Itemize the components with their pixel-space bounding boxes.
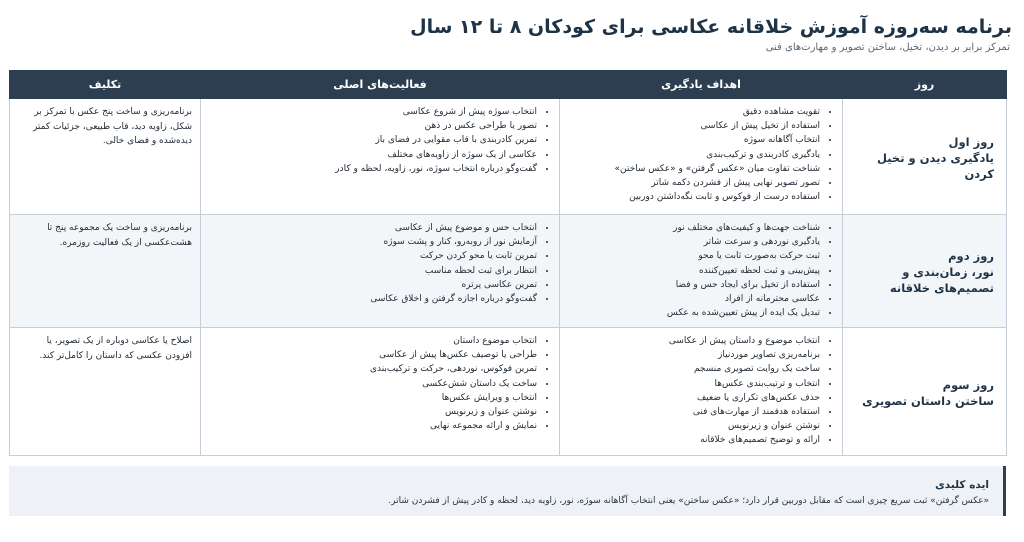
list-item: • عکاسی از یک سوژه از زاویه‌های مختلف	[209, 148, 537, 162]
table-header-row	[10, 71, 1007, 99]
activities-cell	[201, 99, 560, 215]
key-idea-box	[9, 466, 1006, 516]
list-item: • تصور یا طراحی عکس در ذهن	[209, 119, 537, 133]
goals-list	[568, 221, 834, 320]
day-cell	[843, 215, 1007, 328]
list-item: • انتخاب آگاهانه سوژه	[568, 133, 820, 147]
day-theme: نور، زمان‌بندی و تصمیم‌های خلاقانه	[889, 265, 994, 295]
homework-text: برنامه‌ریزی و ساخت یک مجموعه پنج تا هشت‌عکسی از یک فعالیت روزمره.	[47, 223, 192, 248]
list-item: • نوشتن عنوان و زیرنویس	[568, 419, 820, 433]
header-day: روز	[843, 71, 1007, 99]
goals-cell	[560, 328, 843, 456]
list-item: • برنامه‌ریزی تصاویر موردنیاز	[568, 348, 820, 362]
day-cell	[843, 328, 1007, 456]
list-item: • حذف عکس‌های تکراری یا ضعیف	[568, 391, 820, 405]
day-number: روز دوم	[948, 249, 994, 263]
activities-list	[209, 105, 551, 176]
homework-text: اصلاح یا عکاسی دوباره از یک تصویر، یا افزودن عکسی که داستان را کامل‌تر کند.	[39, 336, 192, 361]
list-item: • انتخاب موضوع داستان	[209, 334, 537, 348]
homework-text: برنامه‌ریزی و ساخت پنج عکس با تمرکز بر شکل، زاویه دید، قاب طبیعی، جزئیات کمتر دیده‌شده و فضای خالی.	[32, 107, 192, 146]
list-item: • تمرین کادربندی با قاب مقوایی در فضای باز	[209, 133, 537, 147]
list-item: • نوشتن عنوان و زیرنویس	[209, 405, 537, 419]
list-item: • انتظار برای ثبت لحظه مناسب	[209, 264, 537, 278]
day-theme: یادگیری دیدن و تخیل کردن	[876, 150, 994, 181]
list-item: • شناخت جهت‌ها و کیفیت‌های مختلف نور	[568, 221, 820, 235]
activities-cell	[201, 328, 560, 456]
list-item: • طراحی یا توصیف عکس‌ها پیش از عکاسی	[209, 348, 537, 362]
list-item: • شناخت تفاوت میان «عکس گرفتن» و «عکس ساختن»	[568, 162, 820, 176]
list-item: • نمایش و ارائه مجموعه نهایی	[209, 419, 537, 433]
list-item: • تمرین ثابت یا محو کردن حرکت	[209, 249, 537, 263]
key-idea-text: «عکس گرفتن» ثبت سریع چیزی است که مقابل دوربین قرار دارد؛ «عکس ساختن» یعنی انتخاب آگاهانه سوژه، نور، زاویه دید، لحظه و کادر پیش از فشردن شاتر.	[388, 496, 989, 506]
table-row-day2	[10, 215, 1007, 328]
goals-list	[568, 334, 834, 448]
header-goals: اهداف یادگیری	[560, 71, 843, 99]
list-item: • ثبت حرکت به‌صورت ثابت یا محو	[568, 249, 820, 263]
list-item: • انتخاب و ترتیب‌بندی عکس‌ها	[568, 377, 820, 391]
activities-list	[209, 221, 551, 306]
key-idea-title: ایده کلیدی	[935, 479, 989, 491]
list-item: • پیش‌بینی و ثبت لحظه تعیین‌کننده	[568, 264, 820, 278]
page-subtitle: تمرکز برابر بر دیدن، تخیل، ساختن تصویر و مهارت‌های فنی	[765, 42, 1010, 53]
list-item: • انتخاب سوژه پیش از شروع عکاسی	[209, 105, 537, 119]
activities-list	[209, 334, 551, 433]
list-item: • گفت‌وگو درباره انتخاب سوژه، نور، زاویه، لحظه و کادر	[209, 162, 537, 176]
day-theme: ساختن داستان تصویری	[862, 393, 994, 408]
list-item: • تمرین فوکوس، نوردهی، حرکت و ترکیب‌بندی	[209, 362, 537, 376]
homework-cell	[10, 328, 201, 456]
homework-cell	[10, 99, 201, 215]
day-number: روز سوم	[942, 377, 994, 392]
day-cell	[843, 99, 1007, 215]
table-row-day3	[10, 328, 1007, 456]
list-item: • ساخت یک روایت تصویری منسجم	[568, 362, 820, 376]
list-item: • استفاده هدفمند از مهارت‌های فنی	[568, 405, 820, 419]
list-item: • تقویت مشاهده دقیق	[568, 105, 820, 119]
list-item: • استفاده از تخیل برای ایجاد حس و فضا	[568, 278, 820, 292]
list-item: • استفاده درست از فوکوس و ثابت نگه‌داشتن دوربین	[568, 190, 820, 204]
lesson-plan-table	[9, 70, 1007, 456]
list-item: • تمرین عکاسی پرتره	[209, 278, 537, 292]
list-item: • آزمایش نور از روبه‌رو، کنار و پشت سوژه	[209, 235, 537, 249]
homework-cell	[10, 215, 201, 328]
list-item: • استفاده از تخیل پیش از عکاسی	[568, 119, 820, 133]
list-item: • عکاسی محترمانه از افراد	[568, 292, 820, 306]
list-item: • انتخاب و ویرایش عکس‌ها	[209, 391, 537, 405]
header-activities: فعالیت‌های اصلی	[201, 71, 560, 99]
goals-cell	[560, 99, 843, 215]
table-row-day1	[10, 99, 1007, 215]
list-item: • گفت‌وگو درباره اجازه گرفتن و اخلاق عکاسی	[209, 292, 537, 306]
list-item: • انتخاب موضوع و داستان پیش از عکاسی	[568, 334, 820, 348]
list-item: • یادگیری نوردهی و سرعت شاتر	[568, 235, 820, 249]
day-number: روز اول	[948, 134, 994, 149]
list-item: • تبدیل یک ایده از پیش تعیین‌شده به عکس	[568, 306, 820, 320]
activities-cell	[201, 215, 560, 328]
goals-cell	[560, 215, 843, 328]
list-item: • ساخت یک داستان شش‌عکسی	[209, 377, 537, 391]
header-homework: تکلیف	[10, 71, 201, 99]
list-item: • تصور تصویر نهایی پیش از فشردن دکمه شاتر	[568, 176, 820, 190]
list-item: • ارائه و توضیح تصمیم‌های خلاقانه	[568, 433, 820, 447]
list-item: • انتخاب حس و موضوع پیش از عکاسی	[209, 221, 537, 235]
goals-list	[568, 105, 834, 204]
list-item: • یادگیری کادربندی و ترکیب‌بندی	[568, 148, 820, 162]
page-title: برنامه سه‌روزه آموزش خلاقانه عکاسی برای کودکان ۸ تا ۱۲ سال	[410, 16, 1012, 38]
